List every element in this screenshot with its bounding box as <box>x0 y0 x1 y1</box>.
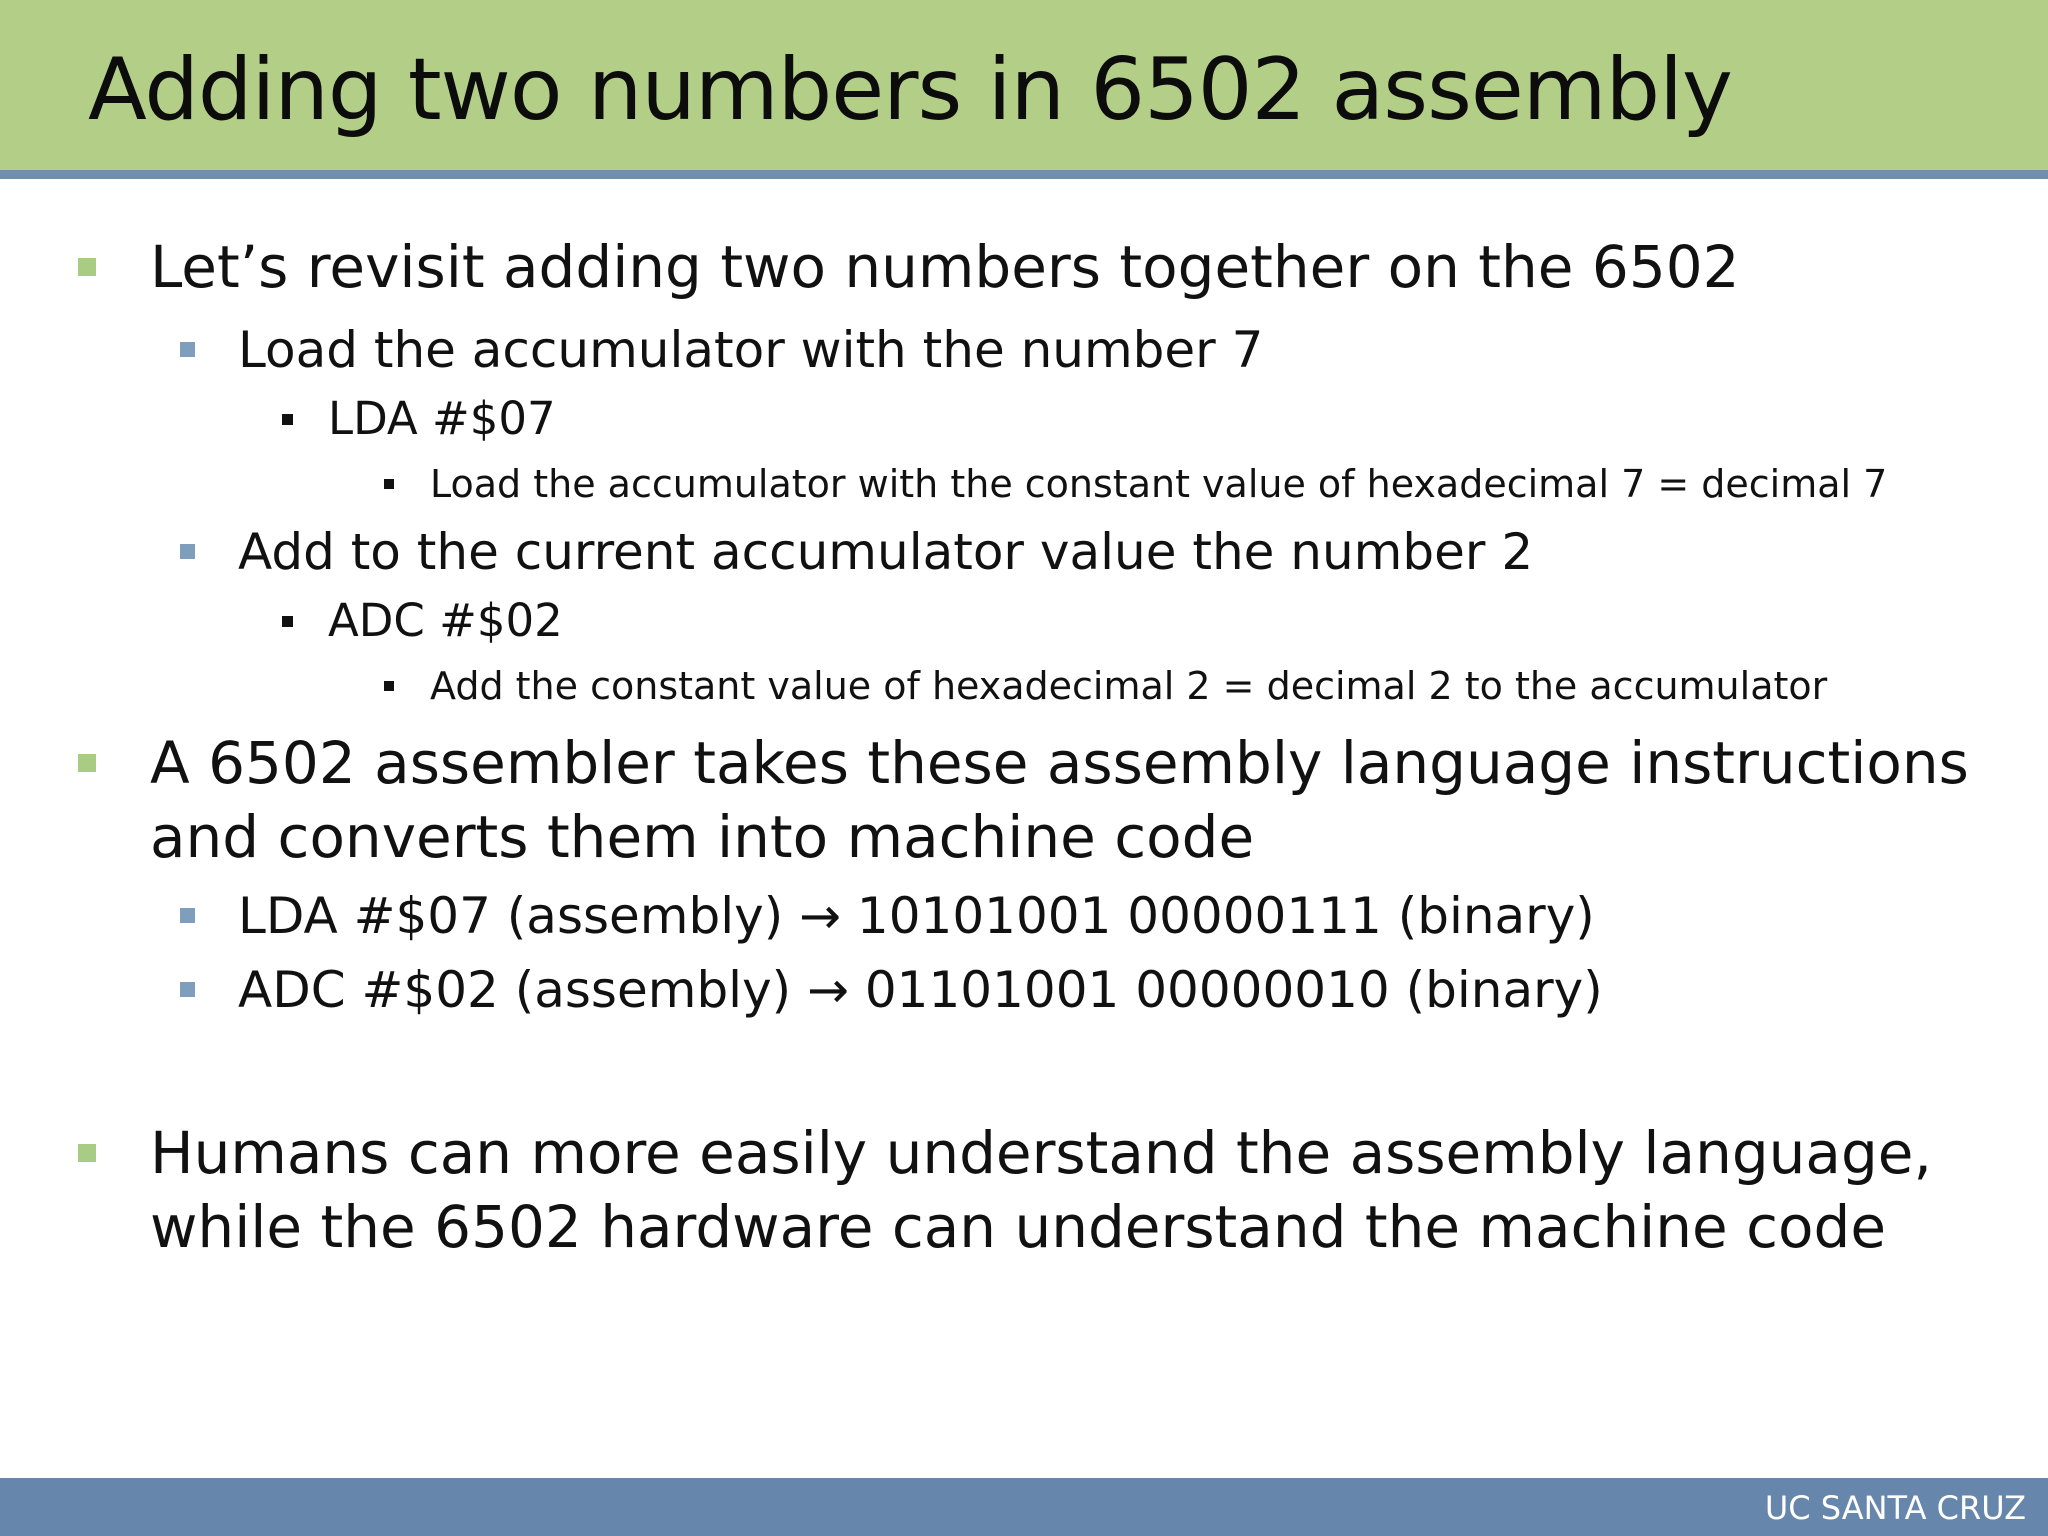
conversion-text: ADC #$02 (assembly) → 01101001 00000010 (binary) <box>238 961 1603 1019</box>
conversion-text: LDA #$07 (assembly) → 10101001 00000111 (binary) <box>238 887 1595 945</box>
bullet-text-line-1: A 6502 assembler takes these assembly language instructions <box>150 729 1969 797</box>
bullet-square-icon <box>180 982 195 997</box>
bullet-square-icon <box>78 1144 96 1162</box>
footer-bar <box>0 1478 2048 1536</box>
bullet-square-icon <box>282 616 293 627</box>
bullet-square-icon <box>180 342 195 357</box>
bullet-square-icon <box>384 479 394 489</box>
code-text: ADC #$02 <box>328 594 563 647</box>
bullet-text: Add to the current accumulator value the number 2 <box>238 523 1534 581</box>
bullet-text: Let’s revisit adding two numbers together on the 6502 <box>150 233 1740 301</box>
bullet-square-icon <box>384 681 394 691</box>
bullet-square-icon <box>78 258 96 276</box>
bullet-text: Add the constant value of hexadecimal 2 = decimal 2 to the accumulator <box>430 664 1828 708</box>
slide-title: Adding two numbers in 6502 assembly <box>88 40 1732 140</box>
bullet-square-icon <box>282 414 293 425</box>
bullet-text: Load the accumulator with the number 7 <box>238 321 1264 379</box>
bullet-text: Load the accumulator with the constant value of hexadecimal 7 = decimal 7 <box>430 462 1888 506</box>
bullet-square-icon <box>180 544 195 559</box>
bullet-text-line-2: while the 6502 hardware can understand the machine code <box>150 1193 1887 1261</box>
footer-label: UC SANTA CRUZ <box>1764 1489 2026 1527</box>
bullet-text-line-1: Humans can more easily understand the assembly language, <box>150 1119 1932 1187</box>
code-text: LDA #$07 <box>328 392 556 445</box>
bullet-square-icon <box>180 908 195 923</box>
bullet-text-line-2: and converts them into machine code <box>150 803 1255 871</box>
bullet-square-icon <box>78 754 96 772</box>
